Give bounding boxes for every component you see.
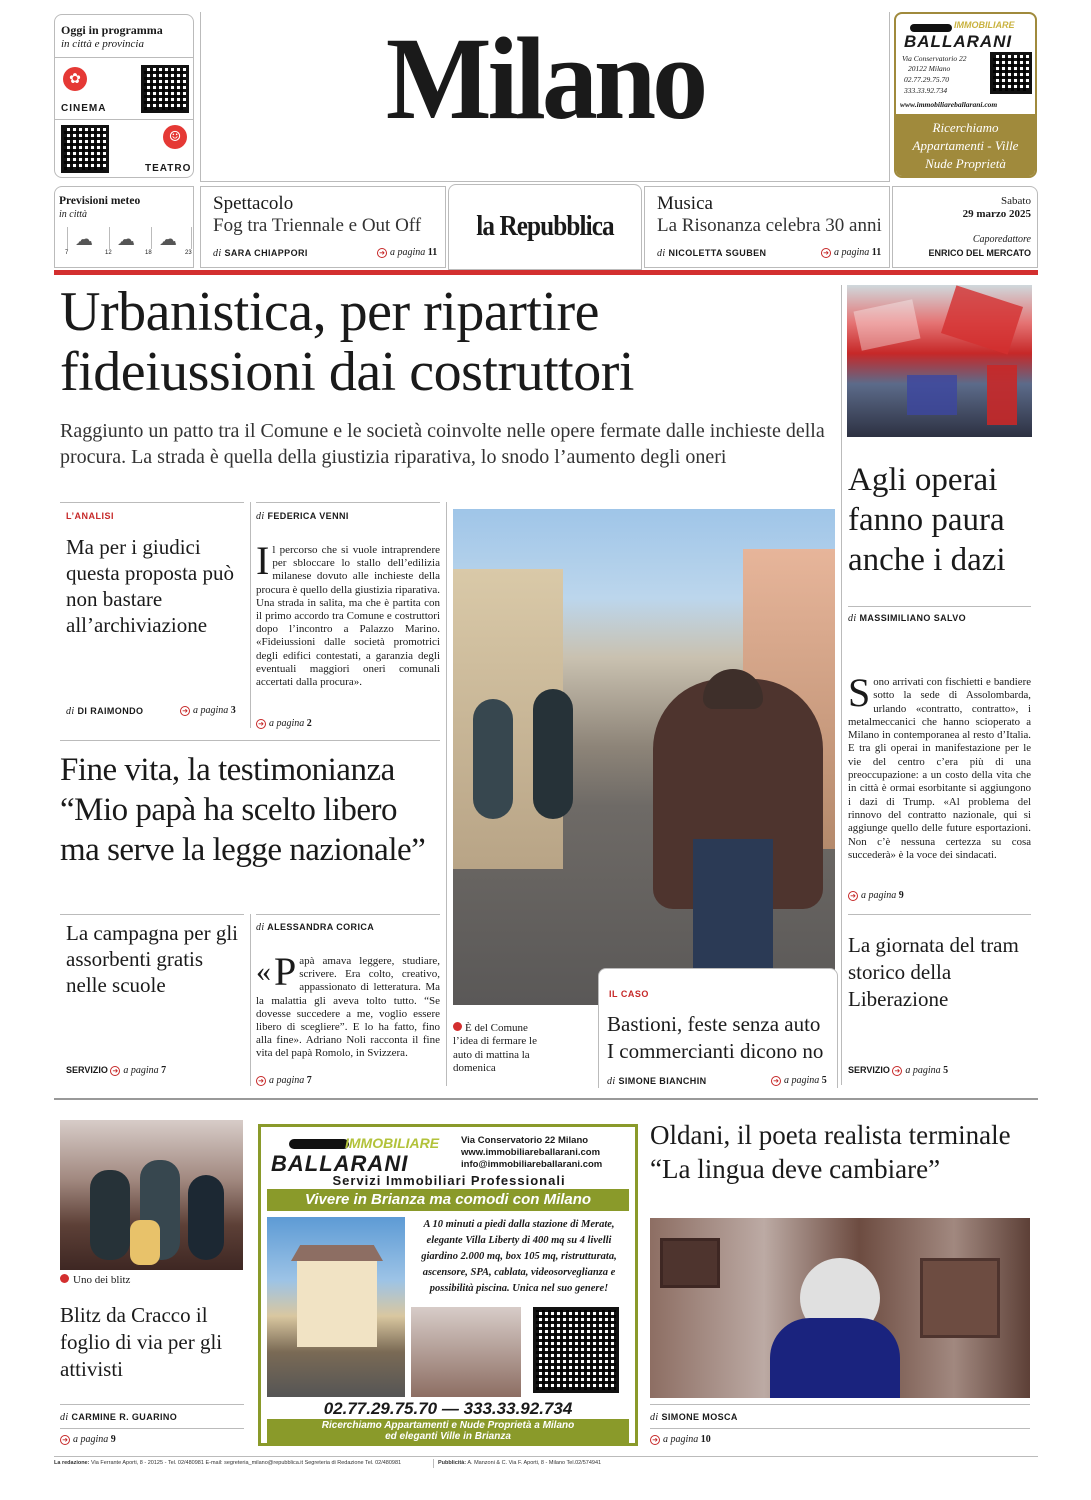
cracco-title[interactable]: Blitz da Cracco il foglio di via per gli attivisti <box>60 1303 223 1381</box>
assorbenti-page-link[interactable]: SERVIZIO ➜ a pagina 7 <box>66 1065 167 1076</box>
arrow-right-icon: ➜ <box>110 1066 120 1076</box>
ad-big-description: A 10 minuti a piedi dalla stazione di Merate, elegante Villa Liberty di 400 mq su 4 livelli giardino 2.000 mq, box 105 mq, ristrutturata, ascensore, SPA, cablata, videosorveglianza e possibilità piscina. Unica nel suo genere! <box>421 1219 617 1294</box>
footer-redazione: La redazione: Via Ferrante Aporti, 8 - 20125 - Tel. 02/480981 E-mail: segreteria_milano@repubblica.it Segreteria di Redazione Tel. 02/480981 <box>54 1460 402 1466</box>
cracco-byline: di CARMINE R. GUARINO <box>60 1412 178 1423</box>
teatro-qr-icon[interactable] <box>61 125 109 173</box>
bike-photo <box>453 509 835 1005</box>
analisi-page-link[interactable]: ➜ a pagina 3 <box>180 705 236 716</box>
corica-byline: di ALESSANDRA CORICA <box>256 922 375 933</box>
cracco-caption: Uno dei blitz <box>60 1274 130 1286</box>
assorbenti-title[interactable]: La campagna per gli assorbenti gratis nelle scuole <box>66 921 238 997</box>
editor-name: ENRICO DEL MERCATO <box>928 248 1031 258</box>
lead-summary: Raggiunto un patto tra il Comune e le società coinvolte nelle opere fermate dalle inchieste della procura. La strada è quella della giustizia riparativa, lo snodo l’aumento degli oneri <box>60 420 825 468</box>
cinema-qr-icon[interactable] <box>141 65 189 113</box>
arrow-right-icon: ➜ <box>771 1076 781 1086</box>
finevita-headline[interactable]: Fine vita, la testimonianza “Mio papà ha scelto libero ma serve la legge nazionale” <box>60 752 426 868</box>
meteo-hour: 12 <box>105 250 112 256</box>
camera-icon <box>60 1274 69 1283</box>
tram-title[interactable]: La giornata del tram storico della Liberazione <box>848 933 1019 1011</box>
arrow-right-icon: ➜ <box>256 1076 266 1086</box>
repubblica-logo: la Repubblica <box>476 211 614 242</box>
cracco-page-link[interactable]: ➜ a pagina 9 <box>60 1434 116 1445</box>
teaser-title: La Risonanza celebra 30 anni <box>657 215 882 236</box>
ad-big-tagline: Servizi Immobiliari Professionali <box>332 1173 566 1188</box>
arrow-right-icon: ➜ <box>821 248 831 258</box>
meteo-hour: 23 <box>185 250 192 256</box>
programma-subtitle: in città e provincia <box>61 38 144 50</box>
ad-big-footer-2: ed eleganti Ville in Brianza <box>385 1431 511 1442</box>
ad-big-brand: BALLARANI <box>271 1151 409 1176</box>
dazi-title[interactable]: Agli operai fanno paura anche i dazi <box>848 462 1006 578</box>
oldani-page-link[interactable]: ➜ a pagina 10 <box>650 1434 711 1445</box>
bici-page-link[interactable]: ➜ a pagina 5 <box>771 1075 827 1086</box>
teaser-section: Spettacolo <box>213 193 294 214</box>
meteo-hour: 7 <box>65 250 69 256</box>
villa-photo <box>267 1217 405 1397</box>
ad-top-line1: Ricerchiamo <box>932 120 999 135</box>
analisi-byline: di DI RAIMONDO <box>66 706 144 717</box>
teaser-byline: di SARA CHIAPPORI <box>213 248 308 259</box>
teaser-spettacolo[interactable] <box>200 186 446 268</box>
programma-box <box>54 14 194 178</box>
ad-top-phone1: 02.77.29.75.70 <box>904 75 949 84</box>
footer-pubblicita: Pubblicità: A. Manzoni & C. Via F. Aporti, 8 - Milano Tel.02/574941 <box>438 1460 602 1466</box>
analisi-kicker: L’ANALISI <box>66 511 115 521</box>
corica-page-link[interactable]: ➜ a pagina 7 <box>256 1075 312 1086</box>
meteo-title: Previsioni meteo <box>59 195 141 207</box>
meteo-box <box>54 186 194 268</box>
oldani-photo <box>650 1218 1030 1398</box>
venni-page-link[interactable]: ➜ a pagina 2 <box>256 718 312 729</box>
ad-top-line3: Nude Proprietà <box>925 156 1006 171</box>
dog-logo-icon <box>289 1139 349 1149</box>
arrow-right-icon: ➜ <box>377 248 387 258</box>
oldani-headline[interactable]: Oldani, il poeta realista terminale “La lingua deve cambiare” <box>650 1120 1011 1184</box>
lead-headline[interactable]: Urbanistica, per ripartire fideiussioni dai costruttori <box>60 281 634 403</box>
arrow-right-icon: ➜ <box>848 891 858 901</box>
teaser-page-link[interactable]: ➜ a pagina 11 <box>821 247 881 258</box>
ad-big-banner: Vivere in Brianza ma comodi con Milano <box>304 1191 592 1208</box>
programma-title: Oggi in programma <box>61 23 163 37</box>
meteo-subtitle: in città <box>59 209 88 220</box>
teaser-title: Fog tra Triennale e Out Off <box>213 215 422 236</box>
date-box <box>892 186 1038 268</box>
ad-top-web: www.immobiliareballarani.com <box>900 100 998 109</box>
ad-top-line2: Appartamenti - Ville <box>912 138 1019 153</box>
corica-text: « P apà amava leggere, studiare, scrivere. Era colto, creativo, appassionato di letteratura. Ma la malattia gli aveva tolto tutto. “Se dovesse succedere a me, voglio essere libero di scegliere”. E lo ha fatto, fino alla fine». Adriano Noli racconta il fine vita del papà Romolo, in Svizzera. <box>256 949 440 1060</box>
editor-label: Caporedattore <box>972 234 1031 245</box>
arrow-right-icon: ➜ <box>256 719 266 729</box>
ad-big-addr3: info@immobiliareballarani.com <box>461 1159 603 1170</box>
ad-big-addr2: www.immobiliareballarani.com <box>461 1147 601 1158</box>
teaser-section: Musica <box>657 193 713 214</box>
ballarani-ad-big[interactable] <box>258 1124 638 1446</box>
cloud-icon: ☁ <box>159 229 177 250</box>
cloud-icon: ☁ <box>75 229 93 250</box>
venni-byline: di FEDERICA VENNI <box>256 511 349 522</box>
ad-top-brand: BALLARANI <box>904 32 1013 51</box>
tram-page-link[interactable]: SERVIZIO ➜ a pagina 5 <box>848 1065 949 1076</box>
arrow-right-icon: ➜ <box>892 1066 902 1076</box>
dazi-byline: di MASSIMILIANO SALVO <box>848 613 967 624</box>
film-reel-icon: ✿ <box>63 67 87 91</box>
ad-top-qr-icon[interactable] <box>990 52 1032 94</box>
ad-big-qr-icon[interactable] <box>533 1307 619 1393</box>
teaser-musica[interactable] <box>644 186 890 268</box>
interior-photo <box>411 1307 521 1397</box>
ad-top-address2: 20122 Milano <box>908 64 951 73</box>
venni-text: Il percorso che si vuole intraprendere per sbloccare lo stallo dell’edilizia milanese dovuto alle inchieste della procura è quello della giustizia riparativa. Una strada in salita, ma che è partita con il primo accordo tra Comune e costruttori dopo l’incontro a Palazzo Marino. «Fideiussioni dalle società promotrici degli edifici contestati, a garanzia degli eventuali maggiori oneri comunali accertati dalla procura». <box>256 538 440 689</box>
bike-caption: È del Comune l’idea di fermare le auto di mattina la domenica <box>453 1022 537 1074</box>
dazi-text: Sono arrivati con fischietti e bandiere sotto la sede di Assolombarda, urlando «contratto, contratto», i metalmeccanici che hanno scioperato a Milano in contemporanea al resto d’Italia. E tra gli operai in manifestazione per le vie del centro c’era più di una preoccupazione: a un costo della vita che in città è ormai esorbitante si aggiungono i dazi di Trump. «Al problema del rinnovo del contratto nazionale, qui si aggiunge quello delle future esportazioni. Non c’è nessuna certezza su cosa succederà» è la voce dei sindacati. <box>848 670 1031 861</box>
date-full: 29 marzo 2025 <box>962 208 1031 220</box>
cinema-label[interactable]: CINEMA <box>61 103 107 114</box>
cracco-photo <box>60 1120 243 1270</box>
theater-mask-icon: ☺ <box>163 125 187 149</box>
repubblica-box <box>448 184 642 270</box>
cloud-icon: ☁ <box>117 229 135 250</box>
ballarani-ad-top[interactable] <box>894 12 1037 178</box>
masthead-title: Milano <box>385 13 705 145</box>
ad-top-brand-top: IMMOBILIARE <box>954 20 1015 30</box>
ad-top-address1: Via Conservatorio 22 <box>902 54 967 63</box>
arrow-right-icon: ➜ <box>60 1435 70 1445</box>
teaser-page-link[interactable]: ➜ a pagina 11 <box>377 247 437 258</box>
ad-big-phones: 02.77.29.75.70 — 333.33.92.734 <box>323 1399 573 1418</box>
teatro-label[interactable]: TEATRO <box>145 163 192 174</box>
dazi-page-link[interactable]: ➜ a pagina 9 <box>848 890 904 901</box>
bici-title[interactable]: Bastioni, feste senza auto I commercianti dicono no <box>607 1012 824 1063</box>
arrow-right-icon: ➜ <box>650 1435 660 1445</box>
teaser-byline: di NICOLETTA SGUBEN <box>657 248 767 259</box>
ad-big-addr1: Via Conservatorio 22 Milano <box>461 1135 589 1146</box>
bici-byline: di SIMONE BIANCHIN <box>607 1076 707 1087</box>
ad-big-footer-1: Ricerchiamo Appartamenti e Nude Proprietà a Milano <box>321 1420 575 1431</box>
analisi-title[interactable]: Ma per i giudici questa proposta può non bastare all’archiviazione <box>66 535 234 637</box>
camera-icon <box>453 1022 462 1031</box>
accent-bar <box>54 270 1038 275</box>
oldani-byline: di SIMONE MOSCA <box>650 1412 738 1423</box>
arrow-right-icon: ➜ <box>180 706 190 716</box>
dog-logo-icon <box>910 24 952 32</box>
meteo-hour: 18 <box>145 250 152 256</box>
ad-big-brand-top: IMMOBILIARE <box>345 1135 440 1151</box>
date-day: Sabato <box>1001 195 1031 207</box>
ad-top-phone2: 333.33.92.734 <box>904 86 948 95</box>
bici-kicker: IL CASO <box>609 989 649 999</box>
bici-caso-box[interactable] <box>598 968 838 1088</box>
protest-photo <box>847 285 1032 437</box>
